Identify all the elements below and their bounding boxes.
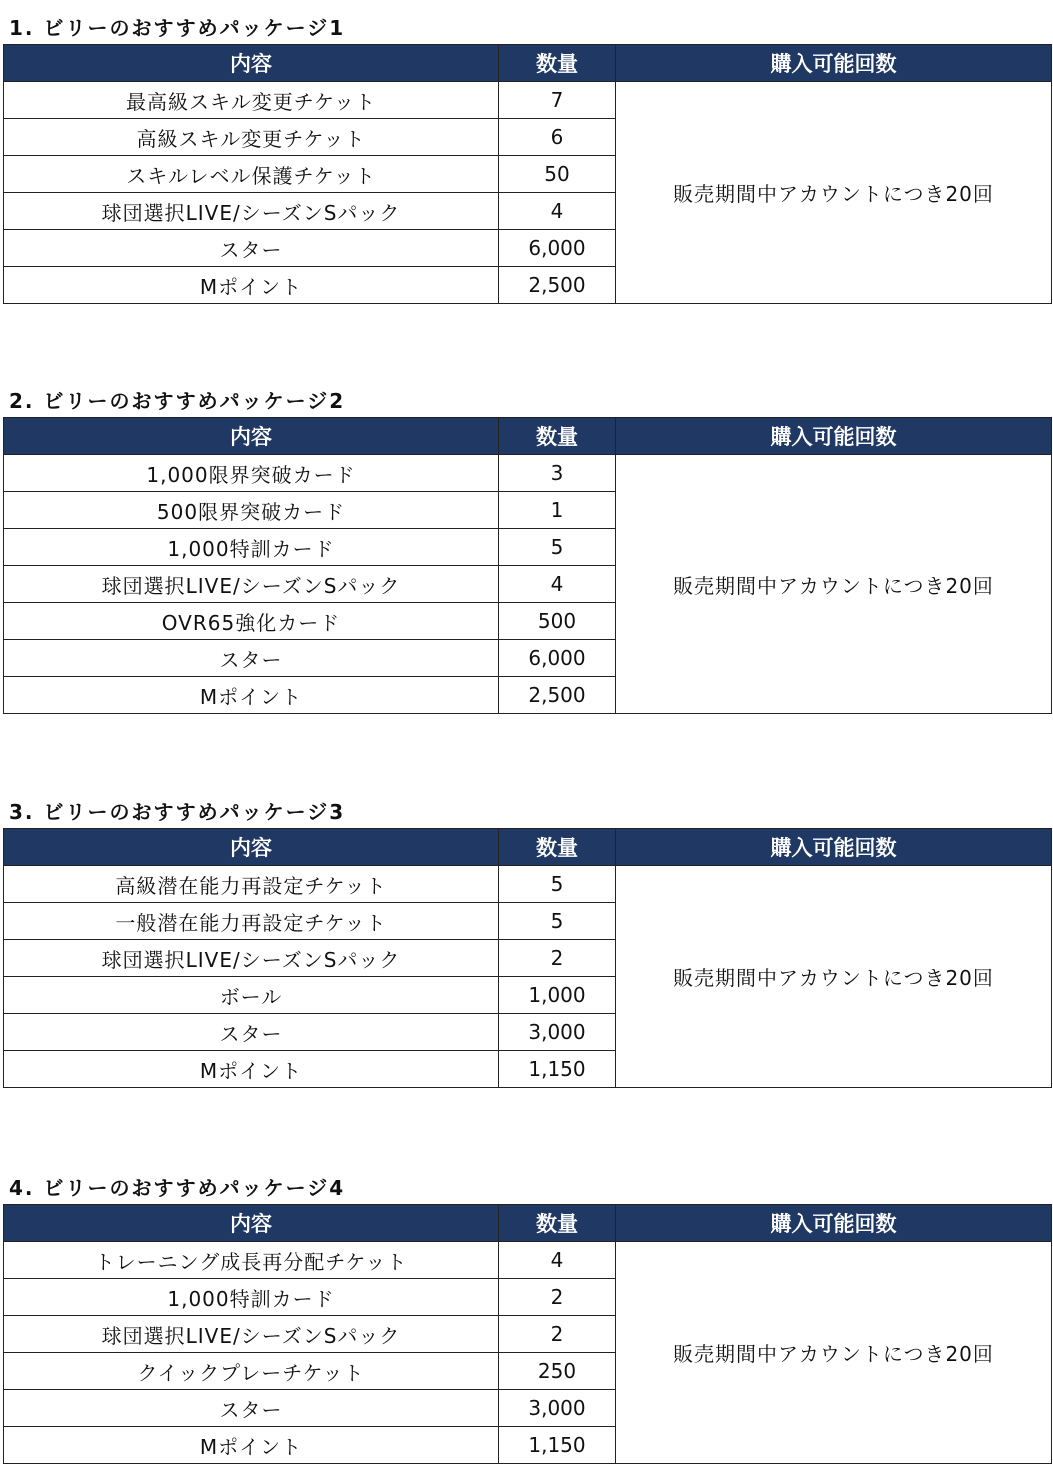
item-name: スター [4,1014,499,1051]
header-content: 内容 [4,1205,499,1242]
item-quantity: 3,000 [499,1014,616,1051]
purchase-limit: 販売期間中アカウントにつき20回 [616,455,1052,714]
item-name: スター [4,1390,499,1427]
item-name: OVR65強化カード [4,603,499,640]
package-title: 4. ビリーのおすすめパッケージ4 [9,1176,346,1200]
item-name: 球団選択LIVE/シーズンSパック [4,566,499,603]
item-quantity: 2 [499,940,616,977]
header-content: 内容 [4,418,499,455]
item-name: 1,000特訓カード [4,1279,499,1316]
item-quantity: 3,000 [499,1390,616,1427]
item-name: クイックプレーチケット [4,1353,499,1390]
purchase-limit: 販売期間中アカウントにつき20回 [616,866,1052,1088]
package-section-1 [3,4,1051,304]
item-quantity: 6,000 [499,640,616,677]
item-quantity: 4 [499,566,616,603]
package-section-3 [3,788,1051,1088]
item-quantity: 1,000 [499,977,616,1014]
item-name: スター [4,640,499,677]
item-quantity: 250 [499,1353,616,1390]
header-limit: 購入可能回数 [616,1205,1052,1242]
item-name: 球団選択LIVE/シーズンSパック [4,193,499,230]
item-name: トレーニング成長再分配チケット [4,1242,499,1279]
package-table [3,1204,1052,1464]
item-name: ボール [4,977,499,1014]
table-row [4,455,1052,492]
table-row [4,1242,1052,1279]
package-title: 3. ビリーのおすすめパッケージ3 [9,800,346,824]
item-quantity: 7 [499,82,616,119]
item-quantity: 50 [499,156,616,193]
item-name: 高級スキル変更チケット [4,119,499,156]
item-name: Mポイント [4,267,499,304]
table-header-row [4,1205,1052,1242]
item-quantity: 1,150 [499,1051,616,1088]
item-name: 一般潜在能力再設定チケット [4,903,499,940]
item-quantity: 4 [499,193,616,230]
table-row [4,866,1052,903]
item-name: 球団選択LIVE/シーズンSパック [4,940,499,977]
item-quantity: 6 [499,119,616,156]
item-quantity: 2,500 [499,677,616,714]
item-name: スター [4,230,499,267]
header-quantity: 数量 [499,1205,616,1242]
item-name: Mポイント [4,1051,499,1088]
header-quantity: 数量 [499,829,616,866]
item-quantity: 4 [499,1242,616,1279]
header-limit: 購入可能回数 [616,418,1052,455]
item-name: 1,000特訓カード [4,529,499,566]
purchase-limit: 販売期間中アカウントにつき20回 [616,1242,1052,1464]
item-quantity: 1,150 [499,1427,616,1464]
header-limit: 購入可能回数 [616,829,1052,866]
package-table [3,417,1052,714]
item-name: 500限界突破カード [4,492,499,529]
package-table [3,828,1052,1088]
package-section-4 [3,1164,1051,1464]
header-quantity: 数量 [499,45,616,82]
table-header-row [4,829,1052,866]
package-title: 1. ビリーのおすすめパッケージ1 [9,16,346,40]
item-name: Mポイント [4,677,499,714]
item-quantity: 5 [499,903,616,940]
item-quantity: 500 [499,603,616,640]
package-title: 2. ビリーのおすすめパッケージ2 [9,389,346,413]
header-quantity: 数量 [499,418,616,455]
item-name: 最高級スキル変更チケット [4,82,499,119]
header-content: 内容 [4,829,499,866]
item-quantity: 2 [499,1279,616,1316]
table-row [4,82,1052,119]
purchase-limit: 販売期間中アカウントにつき20回 [616,82,1052,304]
table-header-row [4,418,1052,455]
header-limit: 購入可能回数 [616,45,1052,82]
item-quantity: 2,500 [499,267,616,304]
item-name: Mポイント [4,1427,499,1464]
item-name: 高級潜在能力再設定チケット [4,866,499,903]
table-header-row [4,45,1052,82]
item-name: 1,000限界突破カード [4,455,499,492]
package-table [3,44,1052,304]
item-quantity: 1 [499,492,616,529]
item-quantity: 5 [499,529,616,566]
item-quantity: 3 [499,455,616,492]
item-quantity: 6,000 [499,230,616,267]
item-quantity: 5 [499,866,616,903]
header-content: 内容 [4,45,499,82]
package-section-2 [3,377,1051,714]
item-quantity: 2 [499,1316,616,1353]
item-name: スキルレベル保護チケット [4,156,499,193]
item-name: 球団選択LIVE/シーズンSパック [4,1316,499,1353]
